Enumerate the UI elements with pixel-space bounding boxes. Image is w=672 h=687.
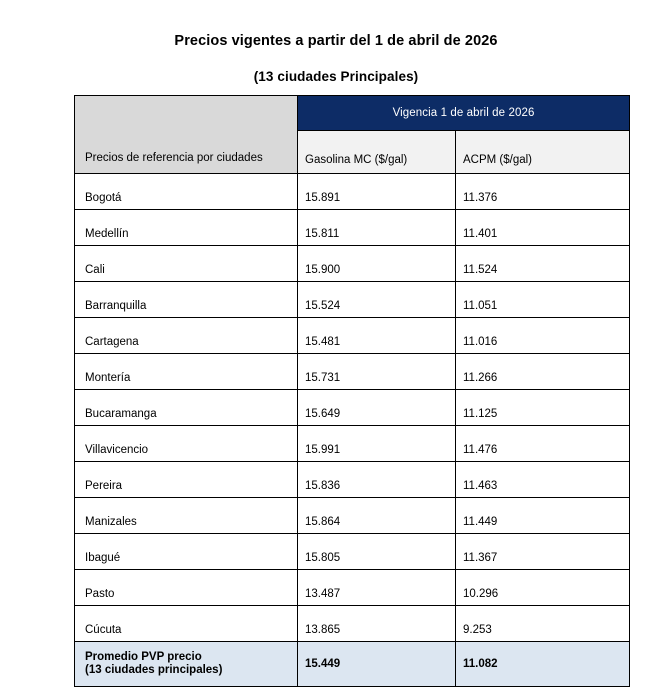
table-row xyxy=(75,282,630,318)
cell-city: Barranquilla xyxy=(75,282,298,318)
cell-acpm: 11.524 xyxy=(456,246,630,282)
cell-city: Cartagena xyxy=(75,318,298,354)
page-subtitle: (13 ciudades Principales) xyxy=(253,69,419,84)
cell-gasolina: 15.891 xyxy=(298,174,456,210)
cell-acpm: 11.051 xyxy=(456,282,630,318)
cell-city: Villavicencio xyxy=(75,426,298,462)
cell-gasolina: 15.731 xyxy=(298,354,456,390)
table-row xyxy=(75,174,630,210)
cell-city: Bucaramanga xyxy=(75,390,298,426)
table-row xyxy=(75,534,630,570)
total-label-line2: (13 ciudades principales) xyxy=(85,664,223,676)
header-city-column: Precios de referencia por ciudades xyxy=(75,96,298,174)
cell-acpm: 11.367 xyxy=(456,534,630,570)
table-body xyxy=(75,174,630,687)
cell-gasolina: 13.487 xyxy=(298,570,456,606)
cell-gasolina: 15.900 xyxy=(298,246,456,282)
cell-gasolina: 15.649 xyxy=(298,390,456,426)
cell-total-gasolina: 15.449 xyxy=(298,642,456,687)
cell-gasolina: 15.991 xyxy=(298,426,456,462)
total-label-line1: Promedio PVP precio xyxy=(85,650,202,663)
cell-city: Ibagué xyxy=(75,534,298,570)
cell-city: Pereira xyxy=(75,462,298,498)
cell-acpm: 11.463 xyxy=(456,462,630,498)
table-row xyxy=(75,426,630,462)
table-row xyxy=(75,462,630,498)
table-row xyxy=(75,390,630,426)
cell-city: Cúcuta xyxy=(75,606,298,642)
header-row-group xyxy=(75,96,630,131)
price-table-container xyxy=(74,95,629,687)
cell-city: Cali xyxy=(75,246,298,282)
header-vigencia: Vigencia 1 de abril de 2026 xyxy=(298,96,630,131)
cell-acpm: 11.401 xyxy=(456,210,630,246)
cell-gasolina: 15.805 xyxy=(298,534,456,570)
cell-city: Manizales xyxy=(75,498,298,534)
table-row-total xyxy=(75,642,630,687)
cell-gasolina: 15.481 xyxy=(298,318,456,354)
cell-gasolina: 15.836 xyxy=(298,462,456,498)
page-title: Precios vigentes a partir del 1 de abril de 2026 xyxy=(174,33,498,49)
cell-acpm: 11.376 xyxy=(456,174,630,210)
table-row xyxy=(75,246,630,282)
cell-gasolina: 15.524 xyxy=(298,282,456,318)
table-row xyxy=(75,318,630,354)
header-acpm: ACPM ($/gal) xyxy=(456,130,630,173)
cell-acpm: 9.253 xyxy=(456,606,630,642)
cell-acpm: 11.449 xyxy=(456,498,630,534)
cell-acpm: 11.016 xyxy=(456,318,630,354)
cell-total-label xyxy=(75,642,298,687)
cell-city: Medellín xyxy=(75,210,298,246)
table-row xyxy=(75,498,630,534)
fuel-price-table xyxy=(74,95,630,687)
table-row xyxy=(75,606,630,642)
cell-total-acpm: 11.082 xyxy=(456,642,630,687)
table-row xyxy=(75,354,630,390)
cell-gasolina: 13.865 xyxy=(298,606,456,642)
cell-gasolina: 15.864 xyxy=(298,498,456,534)
table-head xyxy=(75,96,630,174)
cell-acpm: 10.296 xyxy=(456,570,630,606)
cell-acpm: 11.476 xyxy=(456,426,630,462)
header-gasolina: Gasolina MC ($/gal) xyxy=(298,130,456,173)
cell-acpm: 11.266 xyxy=(456,354,630,390)
cell-city: Montería xyxy=(75,354,298,390)
cell-acpm: 11.125 xyxy=(456,390,630,426)
cell-city: Bogotá xyxy=(75,174,298,210)
table-row xyxy=(75,210,630,246)
cell-city: Pasto xyxy=(75,570,298,606)
cell-gasolina: 15.811 xyxy=(298,210,456,246)
table-row xyxy=(75,570,630,606)
